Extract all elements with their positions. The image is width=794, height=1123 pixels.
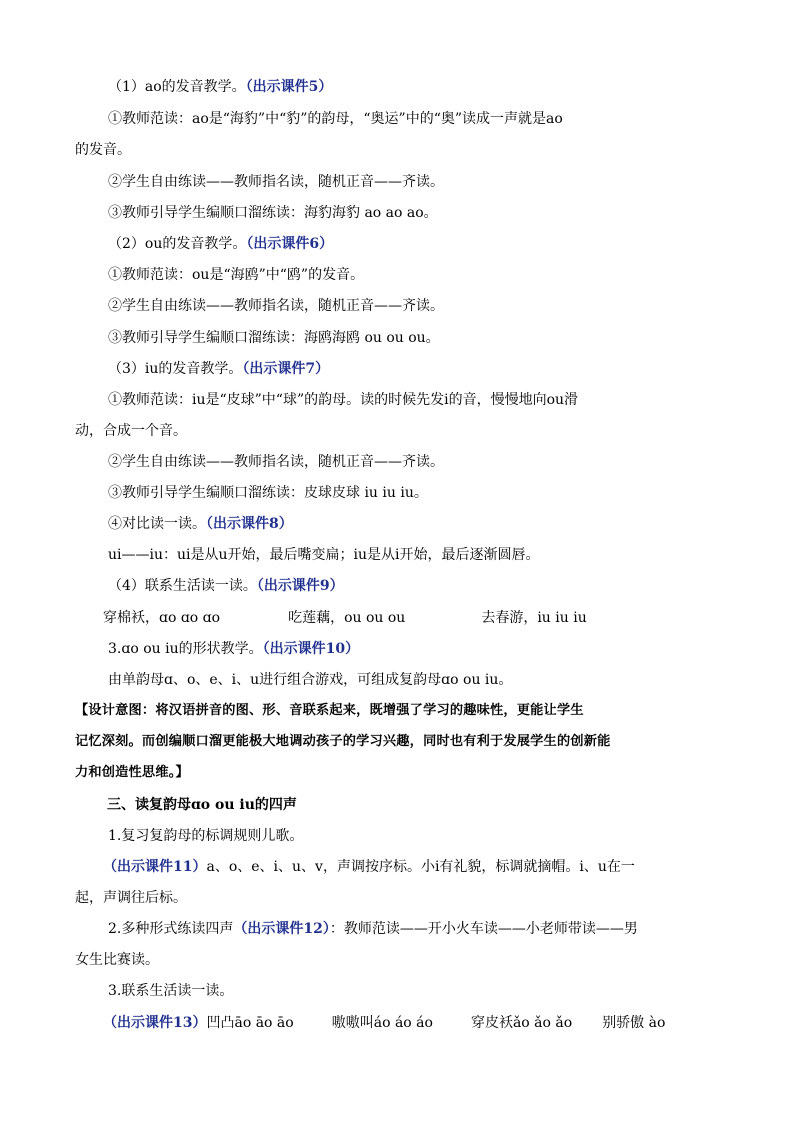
compare-heading: ④对比读一读。（出示课件8） <box>108 516 293 532</box>
design-intent: 力和创造性思维。】 <box>75 765 189 780</box>
courseware-ref: （出示课件9） <box>256 578 344 594</box>
courseware-ref: （出示课件12） <box>233 921 330 937</box>
design-intent: 记忆深刻。而创编顺口溜更能极大地调动孩子的学习兴趣，同时也有利于发展学生的创新能 <box>75 734 611 749</box>
paragraph: ②学生自由练读——教师指名读，随机正音——齐读。 <box>108 454 444 470</box>
courseware-ref: （出示课件8） <box>206 516 293 532</box>
paragraph: ①教师范读：ao是“海豹”中“豹”的韵母，“奥运”中的“奥”读成一声就是ao <box>108 111 563 127</box>
paragraph: 的发音。 <box>75 142 131 158</box>
paragraph: 2.多种形式练读四声（出示课件12）：教师范读——开小火车读——小老师带读——男 <box>108 921 638 937</box>
paragraph: ③教师引导学生编顺口溜练读：皮球皮球 iu iu iu。 <box>108 485 428 501</box>
paragraph: 1.复习复韵母的标调规则儿歌。 <box>108 828 304 844</box>
section-ou-heading: （2）ou的发音教学。（出示课件6） <box>108 236 334 252</box>
section-three-heading: 三、读复韵母ɑo ou iu的四声 <box>107 797 297 813</box>
courseware-ref: （出示课件10） <box>262 641 360 657</box>
paragraph: ②学生自由练读——教师指名读，随机正音——齐读。 <box>108 298 444 314</box>
courseware-ref: （出示课件7） <box>242 361 330 377</box>
paragraph: 动，合成一个音。 <box>75 423 187 439</box>
life-examples-tones: （出示课件13）凹凸āo āo āo 嗷嗷叫áo áo áo 穿皮袄ǎo ǎo ǎo 别骄傲 ào <box>103 1015 666 1031</box>
section-iu-heading: （3）iu的发音教学。（出示课件7） <box>108 361 330 377</box>
paragraph: ①教师范读：ou是“海鸥”中“鸥”的发音。 <box>108 267 365 283</box>
courseware-ref: （出示课件11） <box>103 859 207 875</box>
life-examples: 穿棉袄，ɑo ɑo ɑo 吃莲藕，ou ou ou 去春游，iu iu iu <box>103 610 587 626</box>
paragraph: 由单韵母ɑ、o、e、i、u进行组合游戏，可组成复韵母ɑo ou iu。 <box>108 672 513 688</box>
paragraph: ②学生自由练读——教师指名读，随机正音——齐读。 <box>108 174 444 190</box>
courseware-ref: （出示课件5） <box>245 79 333 95</box>
courseware-ref: （出示课件13） <box>103 1015 207 1031</box>
paragraph: ①教师范读：iu是“皮球”中“球”的韵母。读的时候先发i的音，慢慢地向ou滑 <box>108 392 579 408</box>
section-ao-heading: （1）ao的发音教学。（出示课件5） <box>108 79 333 95</box>
courseware-ref: （出示课件6） <box>246 236 334 252</box>
paragraph: ③教师引导学生编顺口溜练读：海豹海豹 ao ao ao。 <box>108 205 438 221</box>
paragraph: （出示课件11）a、o、e、i、u、v，声调按序标。小i有礼貌，标调就摘帽。i、u在一 <box>103 859 635 875</box>
paragraph: 3.联系生活读一读。 <box>108 983 234 999</box>
section-life-heading: （4）联系生活读一读。（出示课件9） <box>108 578 344 594</box>
paragraph: 女生比赛读。 <box>75 952 159 968</box>
paragraph: ui——iu：ui是从u开始，最后嘴变扁；iu是从i开始，最后逐渐圆唇。 <box>108 547 540 563</box>
paragraph: 起，声调往后标。 <box>75 890 187 906</box>
shape-heading: 3.ɑo ou iu的形状教学。（出示课件10） <box>108 641 360 657</box>
design-intent: 【设计意图：将汉语拼音的图、形、音联系起来，既增强了学习的趣味性，更能让学生 <box>75 703 584 718</box>
paragraph: ③教师引导学生编顺口溜练读：海鸥海鸥 ou ou ou。 <box>108 330 440 346</box>
